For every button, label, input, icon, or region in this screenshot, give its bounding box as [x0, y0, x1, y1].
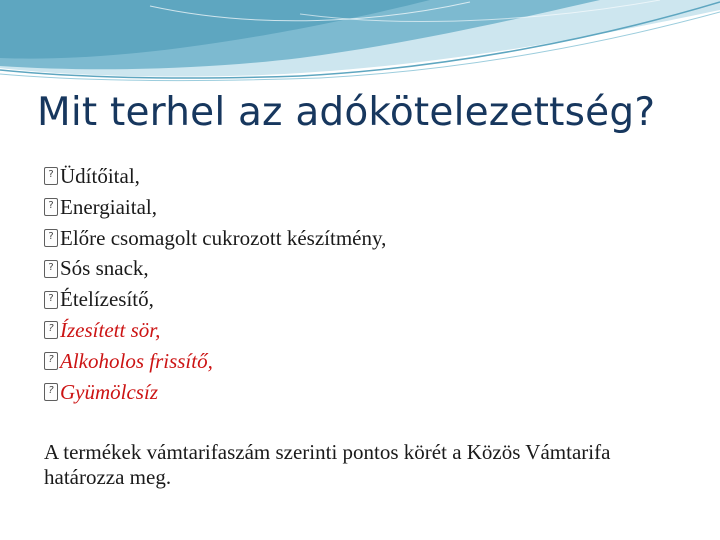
product-list: [44, 161, 386, 407]
list-item-label: Ízesített sör,: [60, 317, 161, 342]
list-item-label: Gyümölcsíz: [60, 379, 158, 404]
list-item: [44, 192, 386, 223]
header-wave-decoration: [0, 0, 720, 90]
list-item-label: Alkoholos frissítő,: [60, 348, 213, 373]
list-item-label: Előre csomagolt cukrozott készítmény,: [60, 225, 387, 250]
missing-glyph-icon: [44, 260, 58, 278]
list-item: [44, 315, 386, 346]
missing-glyph-icon: [44, 383, 58, 401]
missing-glyph-icon: [44, 229, 58, 247]
list-item-label: Sós snack,: [60, 256, 149, 281]
list-item: [44, 253, 386, 284]
list-item: [44, 223, 386, 254]
list-item: [44, 377, 386, 408]
slide-title: Mit terhel az adókötelezettség?: [37, 90, 656, 135]
missing-glyph-icon: [44, 321, 58, 339]
missing-glyph-icon: [44, 291, 58, 309]
list-item: [44, 161, 386, 192]
slide-footer-note: A termékek vámtarifaszám szerinti pontos körét a Közös Vámtarifa határozza meg.: [44, 440, 611, 489]
list-item: [44, 346, 386, 377]
list-item-label: Üdítőital,: [60, 164, 140, 188]
missing-glyph-icon: [44, 198, 58, 216]
list-item: [44, 284, 386, 315]
missing-glyph-icon: [44, 352, 58, 370]
list-item-label: Ételízesítő,: [60, 287, 154, 312]
missing-glyph-icon: [44, 167, 58, 185]
list-item-label: Energiaital,: [60, 194, 157, 219]
